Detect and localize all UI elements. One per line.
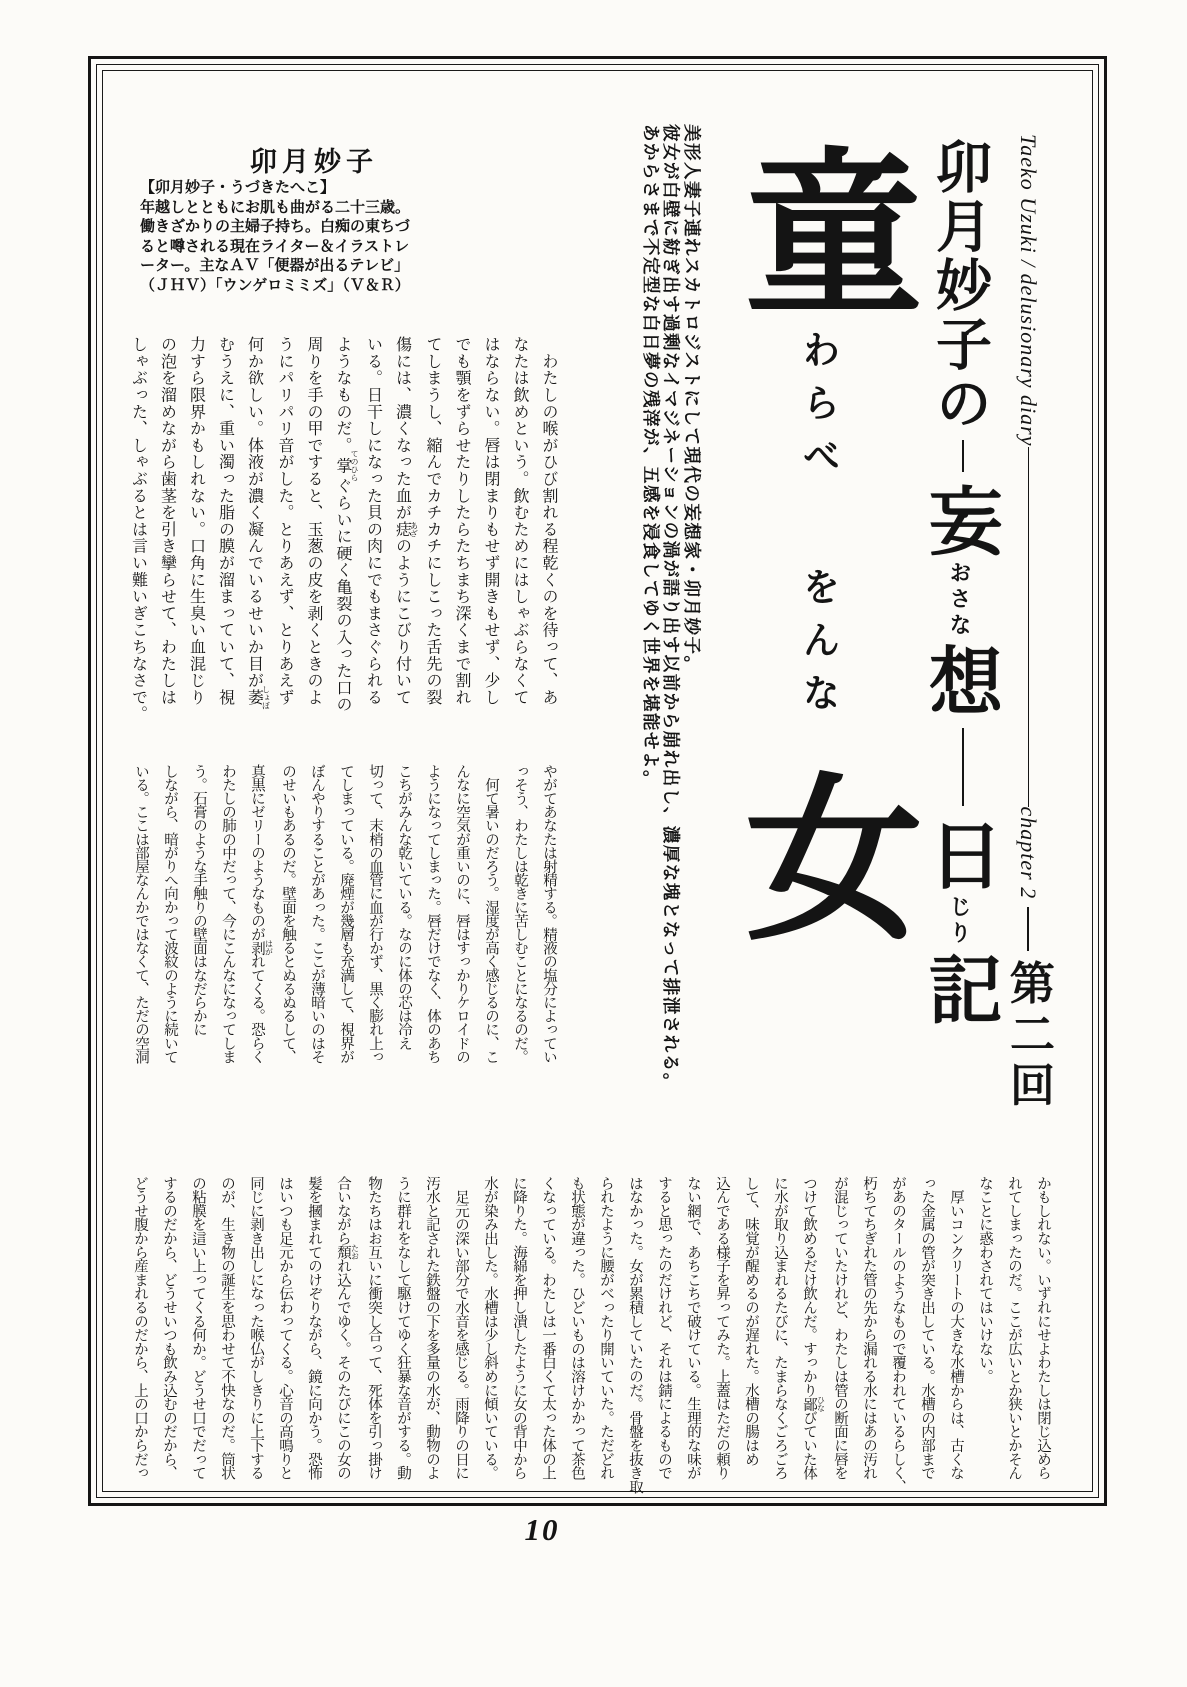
profile-name: 卯月妙子	[250, 147, 378, 177]
text-column: の粘膜を這い上ってくる何か。どうせ口でだって	[190, 1176, 206, 1480]
text-column: 彼女が白壁に紡ぎ出す過剰なイマジネーションの渦が語り出す以前から崩れ出し、濃厚な塊となって排泄される。	[661, 124, 682, 1092]
body-text-row-1	[126, 336, 563, 723]
text-column: くなっている。わたしは一番白くて太った体の上	[540, 1176, 556, 1480]
text-column: 傷には、濃くなった血が痣 あざのようにこびり付いて	[393, 336, 419, 706]
credit-dash-rule	[1028, 447, 1029, 807]
text-column: られたように腰がべったり開いていた。ただどれ	[598, 1176, 614, 1480]
text-column: ると噂される現在ライター＆イラストレ	[140, 237, 410, 255]
text-column: むうえに、重い濁った脂の膜が溜まっていて、視	[216, 336, 234, 706]
text-column: が混じっていたけれど、わたしは管の断面に唇を	[832, 1176, 848, 1480]
text-column: 朽ちてちぎれた管の先から漏れる水にはあの汚れ	[861, 1176, 877, 1480]
series-title: 卯月妙子の	[928, 138, 990, 433]
page-number: 10	[524, 1512, 560, 1547]
text-column: かもしれない。いずれにせよわたしは閉じ込めら	[1035, 1176, 1051, 1480]
text-column: れてしまったのだ。ここが広いとか狭いとかそん	[1006, 1176, 1022, 1480]
text-column: 髪を摑まれてのけぞりながら、鏡に向かう。恐怖	[306, 1176, 322, 1480]
text-column: 同じに剥き出しになった喉仏がしきりに上下する	[248, 1176, 264, 1480]
text-column: （ＪＨＶ）「ウンゲロミミズ」（Ｖ＆Ｒ）	[140, 276, 410, 294]
text-column: ようになってしまった。唇だけでなく、体のあち	[425, 764, 441, 1064]
hero-reading-warabe: わらべ	[796, 330, 838, 489]
text-column: 水が染み出した。水槽は少し斜めに傾いている。	[482, 1176, 498, 1480]
hero-reading-wonna: をんな	[796, 567, 838, 726]
text-column: のせいもあるのだ。壁面を触るとぬるぬるして、	[280, 764, 296, 1064]
text-column: わたしの喉がひび割れる程乾くのを待って、あ	[540, 336, 557, 706]
text-column: 合いながら頽 たおれ込んでゆく。そのたびにこの女の	[335, 1176, 360, 1480]
text-column: のが、生き物の誕生を思わせて不快なのだ。筒状	[219, 1176, 235, 1480]
text-column: 何て暑いのだろう。湿度が高く感じるのに、こ	[483, 764, 499, 1064]
profile-bio	[140, 178, 411, 295]
chapter-divider-rule	[1027, 907, 1029, 951]
title-divider-rule	[962, 440, 964, 472]
text-column: 込んである様子を昇ってみた。上蓋はただの頼り	[714, 1176, 730, 1480]
text-column: 【卯月妙子・うづきたへこ】	[140, 179, 336, 196]
text-column: 働きざかりの主婦子持ち。白痴の東ちづ	[140, 218, 410, 235]
text-column: しながら、暗がりへ向かって波紋のように続いて	[162, 764, 178, 1064]
chapter-label: chapter 2	[1016, 806, 1041, 900]
text-column: ーター。主なＡＶ「便器が出るテレビ」	[140, 257, 410, 274]
text-column: つけて飲めるだけ飲んだ。すっかり鄙 ひなびていた体	[801, 1176, 826, 1480]
text-column: ない網で、あちこちで破けている。生理的な味が	[685, 1176, 701, 1480]
text-column: てしまっている。廃煙が幾層も充満して、視界が	[338, 764, 354, 1064]
text-column: 年越しとともにお肌も曲がる二十三歳。	[140, 198, 411, 216]
title-divider-rule	[962, 728, 964, 806]
text-column: っそう、わたしは乾きに苦しむことになるのだ。	[512, 764, 528, 1064]
text-column: も状態が違った。ひどいものは溶けかかって茶色	[569, 1176, 585, 1480]
text-column: の泡を溜めながら歯茎を引き攣らせて、わたしは	[158, 336, 176, 706]
text-column: わたしの肺の中だって、今にこんなになってしま	[220, 764, 236, 1064]
text-column: てしまうし、縮んでカチカチにしこった舌先の裂	[424, 336, 441, 706]
text-column: に降りた。海綿を押し潰したように女の背中から	[511, 1176, 527, 1480]
text-column: いる。ここは部屋なんかではなくて、ただの空洞	[133, 764, 149, 1064]
title-kanji-nichi: 日	[918, 817, 1000, 891]
body-text-row-3	[128, 1176, 1057, 1494]
english-credit-text: Taeko Uzuki / delusionary diary	[1016, 134, 1041, 447]
text-column: う。石膏のような手触りの壁面はなだらかに	[191, 764, 207, 1037]
text-column: はなかった。女が累積していたのだ。骨盤を抜き取	[627, 1176, 643, 1494]
title-kanji-ki: 記	[918, 951, 1000, 1025]
text-column: に水が取り込まれるたびに、たまらなくごろごろ	[772, 1176, 788, 1480]
hero-kanji-onna: 女	[718, 766, 916, 944]
text-column: 足元の深い部分で水音を感じる。雨降りの日に	[453, 1176, 469, 1480]
text-column: するのだから、どうせいつも飲み込むのだから、	[161, 1176, 177, 1480]
credit-column	[1002, 134, 1054, 1244]
text-column: はならない。唇は閉まりもせず開きもせず、少し	[482, 336, 499, 706]
text-column: 物たちはお互いに衝突し合って、死体を引っ掛け	[366, 1176, 382, 1480]
title-kanji-mou: 妄	[918, 483, 1000, 557]
hero-title-column	[718, 140, 916, 1090]
text-column: 何か欲しい。体液が濃く凝んでいるせいか目が萎 しょぼ	[245, 336, 271, 710]
text-column: 真黒にゼリーのようなものが剥 はがれてくる。恐らく	[249, 764, 274, 1064]
lead-in-paragraph	[641, 124, 703, 1134]
text-column: なことに惑わされてはいけない。	[977, 1176, 993, 1384]
text-column: った金属の管が突き出している。水槽の内部まで	[919, 1176, 935, 1480]
text-column: 汚水と記された鉄盤の下を多量の水が、動物のよ	[424, 1176, 440, 1480]
title-furigana-ri: り	[947, 921, 972, 947]
text-column: があのタールのようなもので覆われているらしく、	[890, 1176, 906, 1494]
text-column: あからさまで不定型な白日夢の残滓が、五感を浸食してゆく世界を堪能せよ。	[641, 124, 661, 789]
text-column: 力すら限界かもしれない。口角に生臭い血混じり	[187, 336, 205, 706]
text-column: ようなものだ。掌 てのひらぐらいに硬く亀裂の入った口の	[334, 336, 359, 713]
title-kanji-sou: 想	[918, 643, 1000, 717]
hero-kanji-warabe: 童	[718, 140, 916, 318]
text-column: うにパリパリ音がした。とりあえず、とりあえず	[276, 336, 293, 706]
text-column: でも顎をずらせたりしたらたちまち深くまで割れ	[453, 336, 470, 706]
text-column: して、味覚が醒めるのが遅れた。水槽の腸はめ	[743, 1176, 759, 1466]
text-column: 厚いコンクリートの大きな水槽からは、古くな	[948, 1176, 964, 1480]
title-furigana-osana: おさな	[947, 561, 972, 639]
text-column: しゃぶった、しゃぶるとは言い難いぎこちなさで。	[129, 336, 147, 723]
body-text-row-2	[126, 764, 563, 1078]
text-column: はいつも足元から伝わってくる。心音の高鳴りと	[277, 1176, 293, 1480]
text-column: いる。日干しになった貝の肉にでもまさぐられる	[364, 336, 382, 706]
text-column: こちがみんな乾いている。なのに体の芯は冷え	[396, 764, 412, 1050]
text-column: 切って、末梢の血管に血が行かず、黒く膨れ上っ	[367, 764, 383, 1064]
text-column: んなに空気が重いのに、唇はすっかりケロイドの	[454, 764, 470, 1064]
text-column: 美形人妻子連れスカトロジストにして現代の妄想家・卯月妙子。	[682, 124, 702, 675]
text-column: なたは飲めという。飲むためにはしゃぶらなくて	[511, 336, 528, 706]
text-column: どうせ腹から産まれるのだから、上の口からだっ	[132, 1176, 148, 1480]
text-column: ぼんやりすることがあった。ここが薄暗いのはそ	[309, 764, 325, 1064]
text-column: すると思ったのだけれど、それは錆によるもので	[656, 1176, 672, 1480]
episode-number: 第二回	[1003, 959, 1053, 1113]
text-column: 周りを手の甲ですると、玉葱の皮を剥くときのよ	[305, 336, 322, 706]
title-furigana-ji: じ	[947, 895, 972, 921]
text-column: やがてあなたは射精する。精液の塩分によってい	[541, 764, 557, 1064]
text-column: うに群れをなして駆けてゆく狂暴な音がする。動	[395, 1176, 411, 1480]
masthead-title-column	[916, 138, 1002, 1058]
